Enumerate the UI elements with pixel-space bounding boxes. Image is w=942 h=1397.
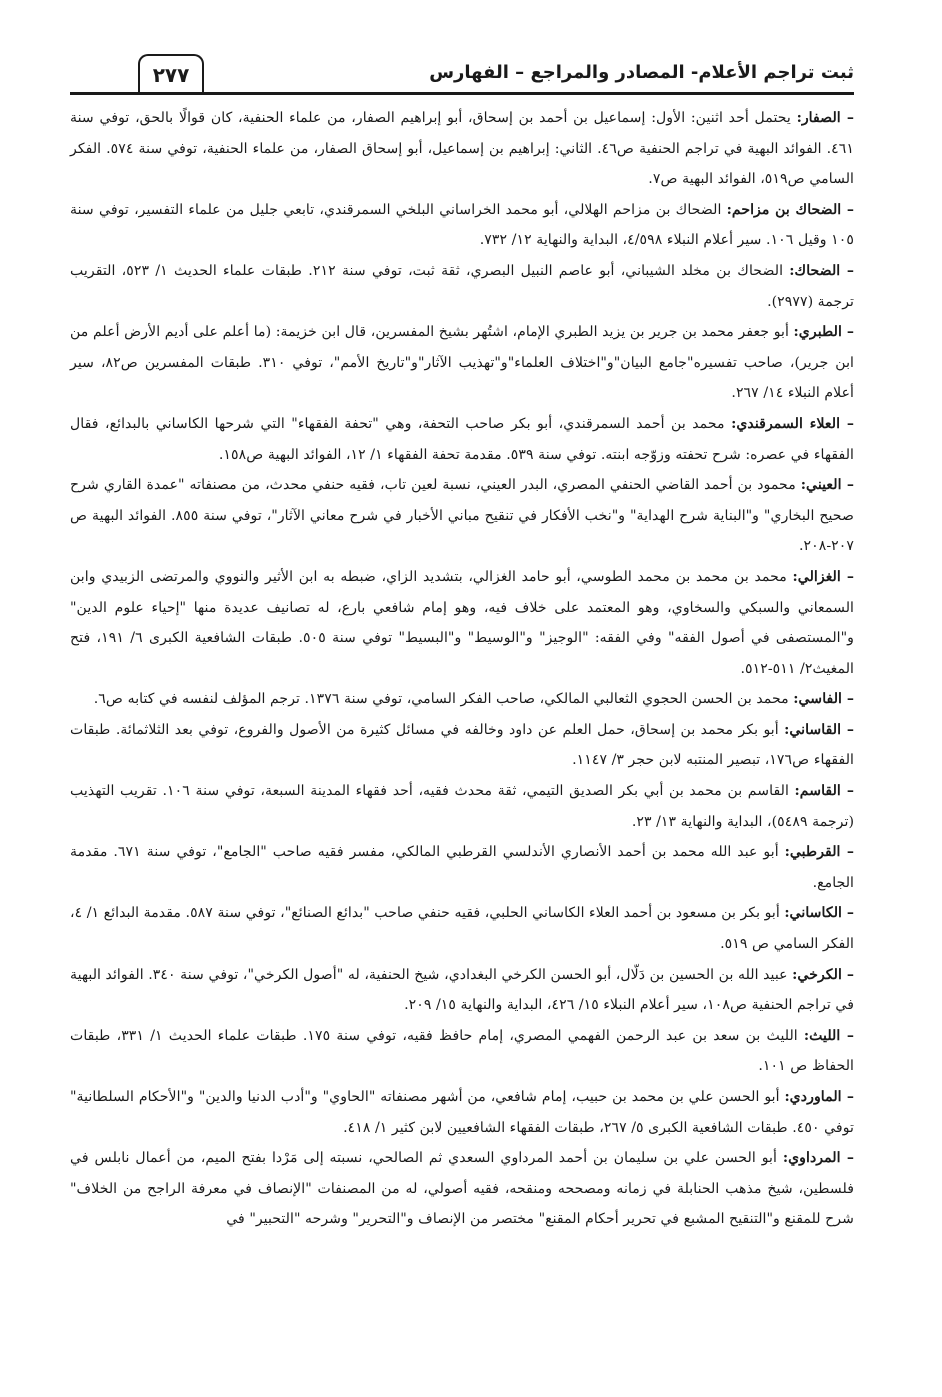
entry-text: محمد بن محمد بن محمد الطوسي، أبو حامد الغزالي، بتشديد الزاي، ضبطه به ابن الأثير والنووي والمرتضى الزبيدي وابن السمعاني والسبكي والسخاوي، وهو المعتمد على خلاف فيه، وهو إمام شافعي بارع، له تصانيف عديدة منها "إحياء علوم الدين" و"المستصفى في أصول الفقه" وفي الفقه: "الوجيز" و"الوسيط" و"البسيط" توفي سنة ٥٠٥. طبقات الشافعية الكبرى ٦/ ١٩١، فتح المغيث٢/ ٥١١-٥١٢.: [70, 568, 854, 677]
entry-name: – الكرخي:: [792, 966, 854, 983]
page-header: [70, 52, 854, 95]
entry-text: الضحاك بن مخلد الشيباني، أبو عاصم النبيل البصري، ثقة ثبت، توفي سنة ٢١٢. طبقات علماء الحديث ١/ ٥٢٣، التقريب ترجمة (٢٩٧٧).: [70, 262, 854, 310]
biography-entry: [70, 256, 854, 317]
entry-text: الضحاك بن مزاحم الهلالي، أبو محمد الخراساني البلخي السمرقندي، تابعي جليل من علماء التفسير، توفي سنة ١٠٥ وقيل ١٠٦. سير أعلام النبلاء ٤/٥٩٨، البداية والنهاية ١٢/ ٧٣٢.: [70, 201, 854, 249]
biography-entry: [70, 195, 854, 256]
biography-entry: [70, 960, 854, 1021]
entry-text: أبو عبد الله محمد بن أحمد الأنصاري الأندلسي القرطبي المالكي، مفسر فقيه صاحب "الجامع"، توفي سنة ٦٧١. مقدمة الجامع.: [70, 844, 854, 891]
entry-text: أبو بكر محمد بن إسحاق، حمل العلم عن داود وخالفه في مسائل كثيرة من الأصول والفروع، توفي بعد الثلاثمائة. طبقات الفقهاء ص١٧٦، تبصير المنتبه لابن حجر ٣/ ١١٤٧.: [70, 721, 854, 769]
biography-entry: [70, 470, 854, 562]
entry-name: – القاساني:: [784, 721, 854, 738]
entry-name: – القاسم:: [794, 783, 855, 800]
entry-name: – الضحاك بن مزاحم:: [726, 201, 854, 218]
biography-entry: [70, 409, 854, 470]
biography-entry: [70, 1021, 854, 1082]
document-page: [70, 52, 854, 1372]
entry-name: – العيني:: [800, 477, 854, 494]
entry-text: محمود بن أحمد القاضي الحنفي المصري، البدر العيني، نسبة لعين تاب، فقيه حنفي محدث، من مصنفاته "عمدة القاري شرح صحيح البخاري" و"البناية شرح الهداية" و"نخب الأفكار في تنقيح مباني الأخبار في شرح معاني الآثار"، توفي سنة ٨٥٥. الفوائد البهية ص ٢٠٧-٢٠٨.: [70, 477, 854, 555]
running-title: ثبت تراجم الأعلام- المصادر والمراجع – الفهارس: [429, 62, 854, 83]
entry-name: – الكاساني:: [784, 905, 854, 922]
entry-text: القاسم بن محمد بن أبي بكر الصديق التيمي، ثقة محدث فقيه، أحد فقهاء المدينة السبعة، توفي سنة ١٠٦. تقريب التهذيب (ترجمة ٥٤٨٩)، البداية والنهاية ١٣/ ٢٣.: [70, 783, 854, 830]
entry-name: – الفاسي:: [793, 691, 854, 708]
entry-name: – الماوردي:: [784, 1089, 854, 1105]
biography-entry: [70, 562, 854, 684]
entry-name: – الصفار:: [796, 110, 854, 126]
entry-name: – القرطبي:: [784, 844, 854, 861]
biography-entry: [70, 1082, 854, 1143]
entry-text: أبو جعفر محمد بن جرير بن يزيد الطبري الإمام، اشتُهر بشيخ المفسرين، قال ابن خزيمة: (ما أعلم على أديم الأرض أعلم من ابن جرير)، صاحب تفسيره"جامع البيان"و"اختلاف العلماء"و"تهذيب الآثار"و"تاريخ الأمم"، توفي ٣١٠. طبقات المفسرين ص٨٢، سير أعلام النبلاء ١٤/ ٢٦٧.: [70, 324, 854, 402]
entry-name: – الغزالي:: [792, 568, 854, 585]
biography-entry: [70, 837, 854, 898]
entry-text: أبو الحسن علي بن سليمان بن أحمد المرداوي السعدي ثم الصالحي، نسبته إلى مَرْدا بفتح الميم، من أعمال نابلس في فلسطين، شيخ مذهب الحنابلة في زمانه ومصححه ومنقحه، فقيه أصولي، له من المصنفات "الإنصاف في معرفة الراجح من الخلاف" شرح للمقنع و"التنقيح المشبع في تحرير أحكام المقنع" مختصر من الإنصاف و"التحرير" وشرحه "التحبير" في: [70, 1150, 854, 1228]
entry-name: – الطبري:: [793, 324, 854, 341]
entry-text: عبيد الله بن الحسين بن دَلّال، أبو الحسن الكرخي البغدادي، شيخ الحنفية، له "أصول الكرخي"، توفي سنة ٣٤٠. الفوائد البهية في تراجم الحنفية ص١٠٨، سير أعلام النبلاء ١٥/ ٤٢٦، البداية والنهاية ١٥/ ٢٠٩.: [70, 966, 854, 1014]
entry-text: يحتمل أحد اثنين: الأول: إسماعيل بن أحمد بن إسحاق، أبو إبراهيم الصفار، من علماء الحنفية، كان قوالًا بالحق، توفي سنة ٤٦١. الفوائد البهية في تراجم الحنفية ص٤٦. الثاني: إبراهيم بن إسماعيل، أبو إسحاق الصفار، من علماء الحنفية، توفي سنة ٥٧٤. الفكر السامي ص٥١٩، الفوائد البهية ص٧.: [70, 110, 855, 188]
entry-name: – المرداوي:: [782, 1150, 854, 1167]
page-number: ٢٧٧: [138, 54, 204, 92]
entry-text: الليث بن سعد بن عبد الرحمن الفهمي المصري، إمام حافظ فقيه، توفي سنة ١٧٥. طبقات علماء الحديث ١/ ٣٣١، طبقات الحفاظ ص ١٠١.: [70, 1027, 854, 1075]
biography-entry: [70, 898, 854, 959]
biography-entry: [70, 1143, 854, 1235]
entry-name: – الضحاك:: [789, 262, 855, 279]
biography-entry: [70, 103, 854, 195]
biography-entry: [70, 684, 854, 715]
entry-text: أبو بكر بن مسعود بن أحمد العلاء الكاساني الحلبي، فقيه حنفي صاحب "بدائع الصنائع"، توفي سنة ٥٨٧. مقدمة البدائع ١/ ٤، الفكر السامي ص ٥١٩.: [70, 905, 854, 953]
entry-name: – الليث:: [803, 1027, 854, 1044]
entry-text: محمد بن الحسن الحجوي الثعالبي المالكي، صاحب الفكر السامي، توفي سنة ١٣٧٦. ترجم المؤلف لنفسه في كتابه ص٦.: [93, 691, 789, 708]
biography-entry: [70, 715, 854, 776]
biography-entry: [70, 317, 854, 409]
entry-text: أبو الحسن علي بن محمد بن حبيب، إمام شافعي، من أشهر مصنفاته "الحاوي" و"أدب الدنيا والدين" و"الأحكام السلطانية" توفي ٤٥٠. طبقات الشافعية الكبرى ٥/ ٢٦٧، طبقات الفقهاء الشافعيين لابن كثير ١/ ٤١٨.: [70, 1089, 854, 1136]
biographies-list: [70, 103, 854, 1235]
entry-text: محمد بن أحمد السمرقندي، أبو بكر صاحب التحفة، وهي "تحفة الفقهاء" التي شرحها الكاساني بالبدائع، فقال الفقهاء في عصره: شرح تحفته وزوّجه ابنته. توفي سنة ٥٣٩. مقدمة تحفة الفقهاء ١/ ١٢، الفوائد البهية ص١٥٨.: [70, 415, 854, 463]
biography-entry: [70, 776, 854, 837]
entry-name: – العلاء السمرقندي:: [731, 415, 854, 432]
